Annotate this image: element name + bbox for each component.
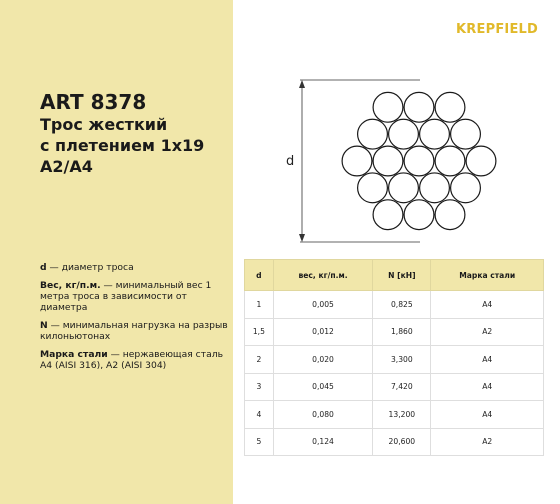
spec-table (244, 259, 544, 456)
wire-strand (451, 173, 481, 203)
cell-n: 1,860 (373, 318, 431, 346)
spec-table-wrap (244, 259, 544, 456)
cell-d: 2 (245, 346, 274, 374)
wire-strand (404, 146, 434, 176)
legend-item-weight (40, 280, 230, 313)
table-row (245, 401, 544, 429)
cell-weight: 0,080 (273, 401, 372, 429)
cell-n: 20,600 (373, 428, 431, 456)
legend-item-d (40, 262, 230, 273)
legend-term: Вес, кг/п.м. (40, 280, 101, 291)
cell-d: 1,5 (245, 318, 274, 346)
cell-n: 7,420 (373, 373, 431, 401)
dimension-label: d (286, 154, 295, 169)
cell-weight: 0,124 (273, 428, 372, 456)
wire-strand (451, 119, 481, 149)
legend-desc: — диаметр троса (46, 262, 134, 273)
cell-weight: 0,012 (273, 318, 372, 346)
table-row (245, 373, 544, 401)
legend (40, 262, 230, 378)
cell-steel: A4 (431, 373, 544, 401)
cell-steel: A4 (431, 346, 544, 374)
table-row (245, 291, 544, 319)
cell-d: 3 (245, 373, 274, 401)
header-weight: вес, кг/п.м. (273, 260, 372, 291)
brand-logo: KREPFIELD (456, 22, 538, 37)
legend-item-steel (40, 349, 230, 371)
legend-desc: — минимальная нагрузка на разрыв килоньютонах (40, 320, 228, 342)
cell-steel: A4 (431, 401, 544, 429)
cell-d: 1 (245, 291, 274, 319)
cell-n: 0,825 (373, 291, 431, 319)
dimension-arrow-bottom (299, 234, 305, 242)
wire-strands (342, 92, 496, 229)
wire-strand (435, 200, 465, 230)
cell-d: 4 (245, 401, 274, 429)
wire-strand (358, 173, 388, 203)
cable-cross-section-diagram (280, 78, 520, 248)
legend-desc: — нержавеющая сталь A4 (AISI 316), A2 (AISI 304) (40, 349, 223, 371)
wire-strand (435, 146, 465, 176)
wire-strand (389, 119, 419, 149)
wire-strand (373, 146, 403, 176)
cell-weight: 0,020 (273, 346, 372, 374)
left-panel (0, 0, 233, 504)
article-number: ART 8378 (40, 90, 147, 114)
wire-strand (466, 146, 496, 176)
header-n: N [кН] (373, 260, 431, 291)
wire-strand (420, 173, 450, 203)
wire-strand (435, 92, 465, 122)
legend-term: d (40, 262, 47, 273)
table-row (245, 346, 544, 374)
header-steel: Марка стали (431, 260, 544, 291)
cell-steel: A2 (431, 318, 544, 346)
cell-weight: 0,045 (273, 373, 372, 401)
legend-item-n (40, 320, 230, 342)
cell-steel: A4 (431, 291, 544, 319)
cell-n: 13,200 (373, 401, 431, 429)
wire-strand (389, 173, 419, 203)
cell-d: 5 (245, 428, 274, 456)
legend-term: Марка стали (40, 349, 108, 360)
wire-strand (404, 200, 434, 230)
title-line-1: Трос жесткий (40, 115, 168, 134)
table-row (245, 428, 544, 456)
cell-n: 3,300 (373, 346, 431, 374)
title-line-3: A2/A4 (40, 157, 93, 176)
table-row (245, 318, 544, 346)
header-d: d (245, 260, 274, 291)
table-header-row (245, 260, 544, 291)
dimension-arrow-top (299, 80, 305, 88)
wire-strand (404, 92, 434, 122)
title-line-2: с плетением 1x19 (40, 136, 205, 155)
wire-strand (420, 119, 450, 149)
cell-steel: A2 (431, 428, 544, 456)
cell-weight: 0,005 (273, 291, 372, 319)
legend-desc: — минимальный вес 1 метра троса в зависимости от диаметра (40, 280, 212, 313)
wire-strand (342, 146, 372, 176)
wire-strand (373, 92, 403, 122)
legend-term: N (40, 320, 48, 331)
wire-strand (373, 200, 403, 230)
product-title (40, 90, 230, 177)
wire-strand (358, 119, 388, 149)
